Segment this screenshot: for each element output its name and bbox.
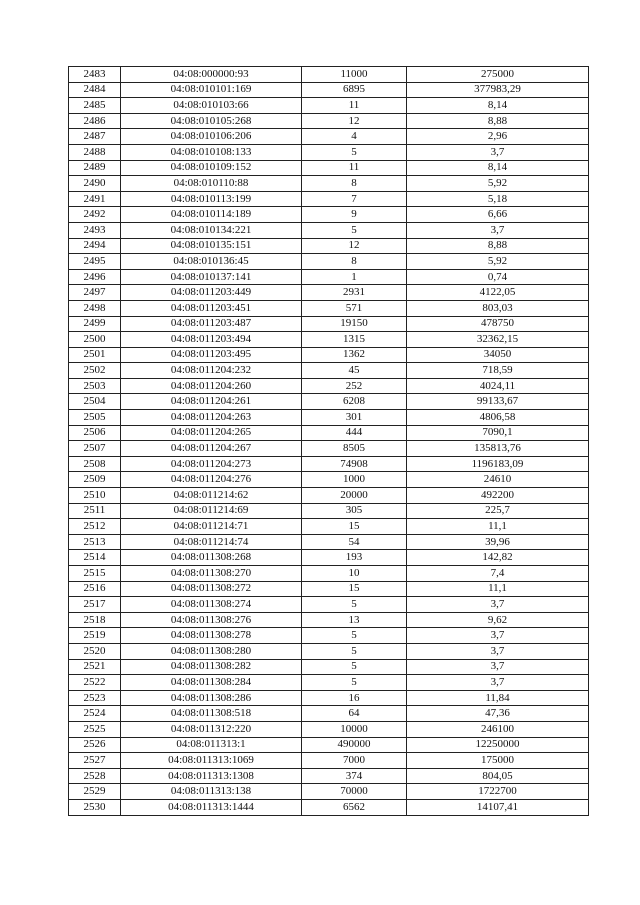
value-cell: 142,82 [407, 550, 589, 566]
value-cell: 3,7 [407, 659, 589, 675]
data-table [68, 66, 589, 816]
row-number-cell: 2512 [69, 519, 121, 535]
row-number-cell: 2483 [69, 67, 121, 83]
row-number-cell: 2505 [69, 410, 121, 426]
cadastral-number-cell: 04:08:010106:206 [121, 129, 302, 145]
area-cell: 10000 [302, 721, 407, 737]
cadastral-number-cell: 04:08:010113:199 [121, 191, 302, 207]
row-number-cell: 2519 [69, 628, 121, 644]
cadastral-number-cell: 04:08:011204:261 [121, 394, 302, 410]
value-cell: 99133,67 [407, 394, 589, 410]
area-cell: 11 [302, 160, 407, 176]
value-cell: 24610 [407, 472, 589, 488]
row-number-cell: 2504 [69, 394, 121, 410]
row-number-cell: 2496 [69, 269, 121, 285]
table-row [69, 472, 589, 488]
cadastral-number-cell: 04:08:010114:189 [121, 207, 302, 223]
value-cell: 39,96 [407, 534, 589, 550]
cadastral-number-cell: 04:08:011308:268 [121, 550, 302, 566]
cadastral-number-cell: 04:08:010110:88 [121, 176, 302, 192]
cadastral-number-cell: 04:08:011308:284 [121, 675, 302, 691]
row-number-cell: 2509 [69, 472, 121, 488]
area-cell: 252 [302, 378, 407, 394]
row-number-cell: 2515 [69, 566, 121, 582]
row-number-cell: 2502 [69, 363, 121, 379]
row-number-cell: 2524 [69, 706, 121, 722]
row-number-cell: 2497 [69, 285, 121, 301]
row-number-cell: 2495 [69, 254, 121, 270]
table-row [69, 597, 589, 613]
value-cell: 7090,1 [407, 425, 589, 441]
table-row [69, 67, 589, 83]
value-cell: 8,88 [407, 238, 589, 254]
cadastral-number-cell: 04:08:011308:272 [121, 581, 302, 597]
cadastral-number-cell: 04:08:010103:66 [121, 98, 302, 114]
value-cell: 11,84 [407, 690, 589, 706]
row-number-cell: 2526 [69, 737, 121, 753]
row-number-cell: 2521 [69, 659, 121, 675]
value-cell: 3,7 [407, 597, 589, 613]
area-cell: 374 [302, 768, 407, 784]
row-number-cell: 2510 [69, 488, 121, 504]
table-row [69, 784, 589, 800]
row-number-cell: 2508 [69, 456, 121, 472]
value-cell: 478750 [407, 316, 589, 332]
row-number-cell: 2499 [69, 316, 121, 332]
cadastral-number-cell: 04:08:011204:263 [121, 410, 302, 426]
cadastral-number-cell: 04:08:010136:45 [121, 254, 302, 270]
area-cell: 2931 [302, 285, 407, 301]
table-row [69, 254, 589, 270]
value-cell: 11,1 [407, 581, 589, 597]
area-cell: 7 [302, 191, 407, 207]
cadastral-number-cell: 04:08:011308:286 [121, 690, 302, 706]
area-cell: 12 [302, 113, 407, 129]
value-cell: 3,7 [407, 222, 589, 238]
table-row [69, 799, 589, 815]
row-number-cell: 2523 [69, 690, 121, 706]
table-row [69, 503, 589, 519]
cadastral-number-cell: 04:08:011204:276 [121, 472, 302, 488]
area-cell: 5 [302, 659, 407, 675]
area-cell: 1000 [302, 472, 407, 488]
row-number-cell: 2527 [69, 753, 121, 769]
cadastral-number-cell: 04:08:010137:141 [121, 269, 302, 285]
table-row [69, 706, 589, 722]
area-cell: 6208 [302, 394, 407, 410]
row-number-cell: 2488 [69, 144, 121, 160]
area-cell: 12 [302, 238, 407, 254]
cadastral-number-cell: 04:08:011214:74 [121, 534, 302, 550]
row-number-cell: 2518 [69, 612, 121, 628]
table-row [69, 113, 589, 129]
table-row [69, 612, 589, 628]
row-number-cell: 2529 [69, 784, 121, 800]
value-cell: 34050 [407, 347, 589, 363]
row-number-cell: 2516 [69, 581, 121, 597]
area-cell: 7000 [302, 753, 407, 769]
area-cell: 74908 [302, 456, 407, 472]
area-cell: 54 [302, 534, 407, 550]
cadastral-number-cell: 04:08:011203:495 [121, 347, 302, 363]
cadastral-number-cell: 04:08:011203:449 [121, 285, 302, 301]
table-row [69, 659, 589, 675]
row-number-cell: 2500 [69, 332, 121, 348]
value-cell: 4806,58 [407, 410, 589, 426]
area-cell: 11 [302, 98, 407, 114]
row-number-cell: 2498 [69, 300, 121, 316]
value-cell: 3,7 [407, 144, 589, 160]
value-cell: 803,03 [407, 300, 589, 316]
cadastral-number-cell: 04:08:011313:138 [121, 784, 302, 800]
table-row [69, 519, 589, 535]
value-cell: 1722700 [407, 784, 589, 800]
table-row [69, 269, 589, 285]
area-cell: 444 [302, 425, 407, 441]
value-cell: 5,92 [407, 254, 589, 270]
area-cell: 10 [302, 566, 407, 582]
area-cell: 5 [302, 597, 407, 613]
cadastral-number-cell: 04:08:011214:62 [121, 488, 302, 504]
value-cell: 5,92 [407, 176, 589, 192]
value-cell: 3,7 [407, 643, 589, 659]
value-cell: 8,88 [407, 113, 589, 129]
row-number-cell: 2503 [69, 378, 121, 394]
cadastral-number-cell: 04:08:010109:152 [121, 160, 302, 176]
table-row [69, 737, 589, 753]
table-row [69, 98, 589, 114]
table-row [69, 176, 589, 192]
table-row [69, 753, 589, 769]
value-cell: 175000 [407, 753, 589, 769]
cadastral-number-cell: 04:08:011313:1444 [121, 799, 302, 815]
area-cell: 5 [302, 675, 407, 691]
area-cell: 45 [302, 363, 407, 379]
table-row [69, 160, 589, 176]
table-row [69, 191, 589, 207]
area-cell: 6562 [302, 799, 407, 815]
area-cell: 301 [302, 410, 407, 426]
table-row [69, 643, 589, 659]
area-cell: 20000 [302, 488, 407, 504]
value-cell: 7,4 [407, 566, 589, 582]
cadastral-number-cell: 04:08:011308:270 [121, 566, 302, 582]
area-cell: 16 [302, 690, 407, 706]
row-number-cell: 2487 [69, 129, 121, 145]
area-cell: 5 [302, 628, 407, 644]
value-cell: 246100 [407, 721, 589, 737]
value-cell: 1196183,09 [407, 456, 589, 472]
value-cell: 225,7 [407, 503, 589, 519]
table-row [69, 207, 589, 223]
value-cell: 8,14 [407, 98, 589, 114]
row-number-cell: 2490 [69, 176, 121, 192]
value-cell: 12250000 [407, 737, 589, 753]
area-cell: 571 [302, 300, 407, 316]
cadastral-number-cell: 04:08:011203:451 [121, 300, 302, 316]
area-cell: 15 [302, 581, 407, 597]
value-cell: 718,59 [407, 363, 589, 379]
table-row [69, 394, 589, 410]
cadastral-number-cell: 04:08:011308:280 [121, 643, 302, 659]
cadastral-number-cell: 04:08:011312:220 [121, 721, 302, 737]
value-cell: 14107,41 [407, 799, 589, 815]
row-number-cell: 2525 [69, 721, 121, 737]
area-cell: 1315 [302, 332, 407, 348]
row-number-cell: 2506 [69, 425, 121, 441]
area-cell: 5 [302, 222, 407, 238]
row-number-cell: 2484 [69, 82, 121, 98]
row-number-cell: 2522 [69, 675, 121, 691]
cadastral-number-cell: 04:08:011313:1069 [121, 753, 302, 769]
cadastral-number-cell: 04:08:011204:267 [121, 441, 302, 457]
row-number-cell: 2494 [69, 238, 121, 254]
value-cell: 0,74 [407, 269, 589, 285]
table-row [69, 675, 589, 691]
value-cell: 492200 [407, 488, 589, 504]
area-cell: 13 [302, 612, 407, 628]
cadastral-number-cell: 04:08:011308:276 [121, 612, 302, 628]
cadastral-number-cell: 04:08:011204:260 [121, 378, 302, 394]
value-cell: 275000 [407, 67, 589, 83]
table-row [69, 222, 589, 238]
cadastral-number-cell: 04:08:011203:494 [121, 332, 302, 348]
value-cell: 4122,05 [407, 285, 589, 301]
cadastral-number-cell: 04:08:011214:69 [121, 503, 302, 519]
area-cell: 5 [302, 643, 407, 659]
row-number-cell: 2528 [69, 768, 121, 784]
table-row [69, 628, 589, 644]
cadastral-number-cell: 04:08:010135:151 [121, 238, 302, 254]
value-cell: 11,1 [407, 519, 589, 535]
table-row [69, 129, 589, 145]
table-row [69, 144, 589, 160]
row-number-cell: 2491 [69, 191, 121, 207]
cadastral-number-cell: 04:08:011204:273 [121, 456, 302, 472]
area-cell: 19150 [302, 316, 407, 332]
table-row [69, 488, 589, 504]
value-cell: 2,96 [407, 129, 589, 145]
row-number-cell: 2489 [69, 160, 121, 176]
table-row [69, 285, 589, 301]
area-cell: 1 [302, 269, 407, 285]
table-row [69, 363, 589, 379]
cadastral-number-cell: 04:08:010134:221 [121, 222, 302, 238]
value-cell: 3,7 [407, 628, 589, 644]
area-cell: 11000 [302, 67, 407, 83]
cadastral-number-cell: 04:08:011308:278 [121, 628, 302, 644]
table-row [69, 316, 589, 332]
area-cell: 6895 [302, 82, 407, 98]
area-cell: 4 [302, 129, 407, 145]
row-number-cell: 2517 [69, 597, 121, 613]
table-row [69, 410, 589, 426]
cadastral-number-cell: 04:08:010108:133 [121, 144, 302, 160]
table-row [69, 300, 589, 316]
table-row [69, 690, 589, 706]
area-cell: 8 [302, 254, 407, 270]
cadastral-number-cell: 04:08:011204:232 [121, 363, 302, 379]
cadastral-number-cell: 04:08:010105:268 [121, 113, 302, 129]
cadastral-number-cell: 04:08:010101:169 [121, 82, 302, 98]
value-cell: 804,05 [407, 768, 589, 784]
table-row [69, 82, 589, 98]
value-cell: 135813,76 [407, 441, 589, 457]
table-row [69, 534, 589, 550]
table-row [69, 332, 589, 348]
area-cell: 193 [302, 550, 407, 566]
area-cell: 490000 [302, 737, 407, 753]
cadastral-number-cell: 04:08:000000:93 [121, 67, 302, 83]
table-row [69, 441, 589, 457]
area-cell: 9 [302, 207, 407, 223]
area-cell: 305 [302, 503, 407, 519]
row-number-cell: 2485 [69, 98, 121, 114]
row-number-cell: 2493 [69, 222, 121, 238]
value-cell: 6,66 [407, 207, 589, 223]
table-row [69, 378, 589, 394]
cadastral-number-cell: 04:08:011313:1 [121, 737, 302, 753]
row-number-cell: 2507 [69, 441, 121, 457]
row-number-cell: 2511 [69, 503, 121, 519]
table-row [69, 566, 589, 582]
area-cell: 5 [302, 144, 407, 160]
table-body [69, 67, 589, 816]
table-row [69, 425, 589, 441]
value-cell: 3,7 [407, 675, 589, 691]
cadastral-number-cell: 04:08:011203:487 [121, 316, 302, 332]
table-row [69, 456, 589, 472]
table-row [69, 550, 589, 566]
area-cell: 70000 [302, 784, 407, 800]
table-row [69, 347, 589, 363]
area-cell: 1362 [302, 347, 407, 363]
area-cell: 64 [302, 706, 407, 722]
cadastral-number-cell: 04:08:011308:518 [121, 706, 302, 722]
value-cell: 47,36 [407, 706, 589, 722]
cadastral-number-cell: 04:08:011308:274 [121, 597, 302, 613]
row-number-cell: 2501 [69, 347, 121, 363]
cadastral-number-cell: 04:08:011308:282 [121, 659, 302, 675]
value-cell: 32362,15 [407, 332, 589, 348]
row-number-cell: 2530 [69, 799, 121, 815]
cadastral-number-cell: 04:08:011313:1308 [121, 768, 302, 784]
cadastral-number-cell: 04:08:011214:71 [121, 519, 302, 535]
table-row [69, 768, 589, 784]
area-cell: 15 [302, 519, 407, 535]
value-cell: 377983,29 [407, 82, 589, 98]
row-number-cell: 2513 [69, 534, 121, 550]
row-number-cell: 2520 [69, 643, 121, 659]
row-number-cell: 2514 [69, 550, 121, 566]
table-row [69, 581, 589, 597]
value-cell: 8,14 [407, 160, 589, 176]
value-cell: 4024,11 [407, 378, 589, 394]
area-cell: 8 [302, 176, 407, 192]
row-number-cell: 2492 [69, 207, 121, 223]
table-row [69, 238, 589, 254]
table-row [69, 721, 589, 737]
value-cell: 9,62 [407, 612, 589, 628]
value-cell: 5,18 [407, 191, 589, 207]
area-cell: 8505 [302, 441, 407, 457]
cadastral-number-cell: 04:08:011204:265 [121, 425, 302, 441]
row-number-cell: 2486 [69, 113, 121, 129]
